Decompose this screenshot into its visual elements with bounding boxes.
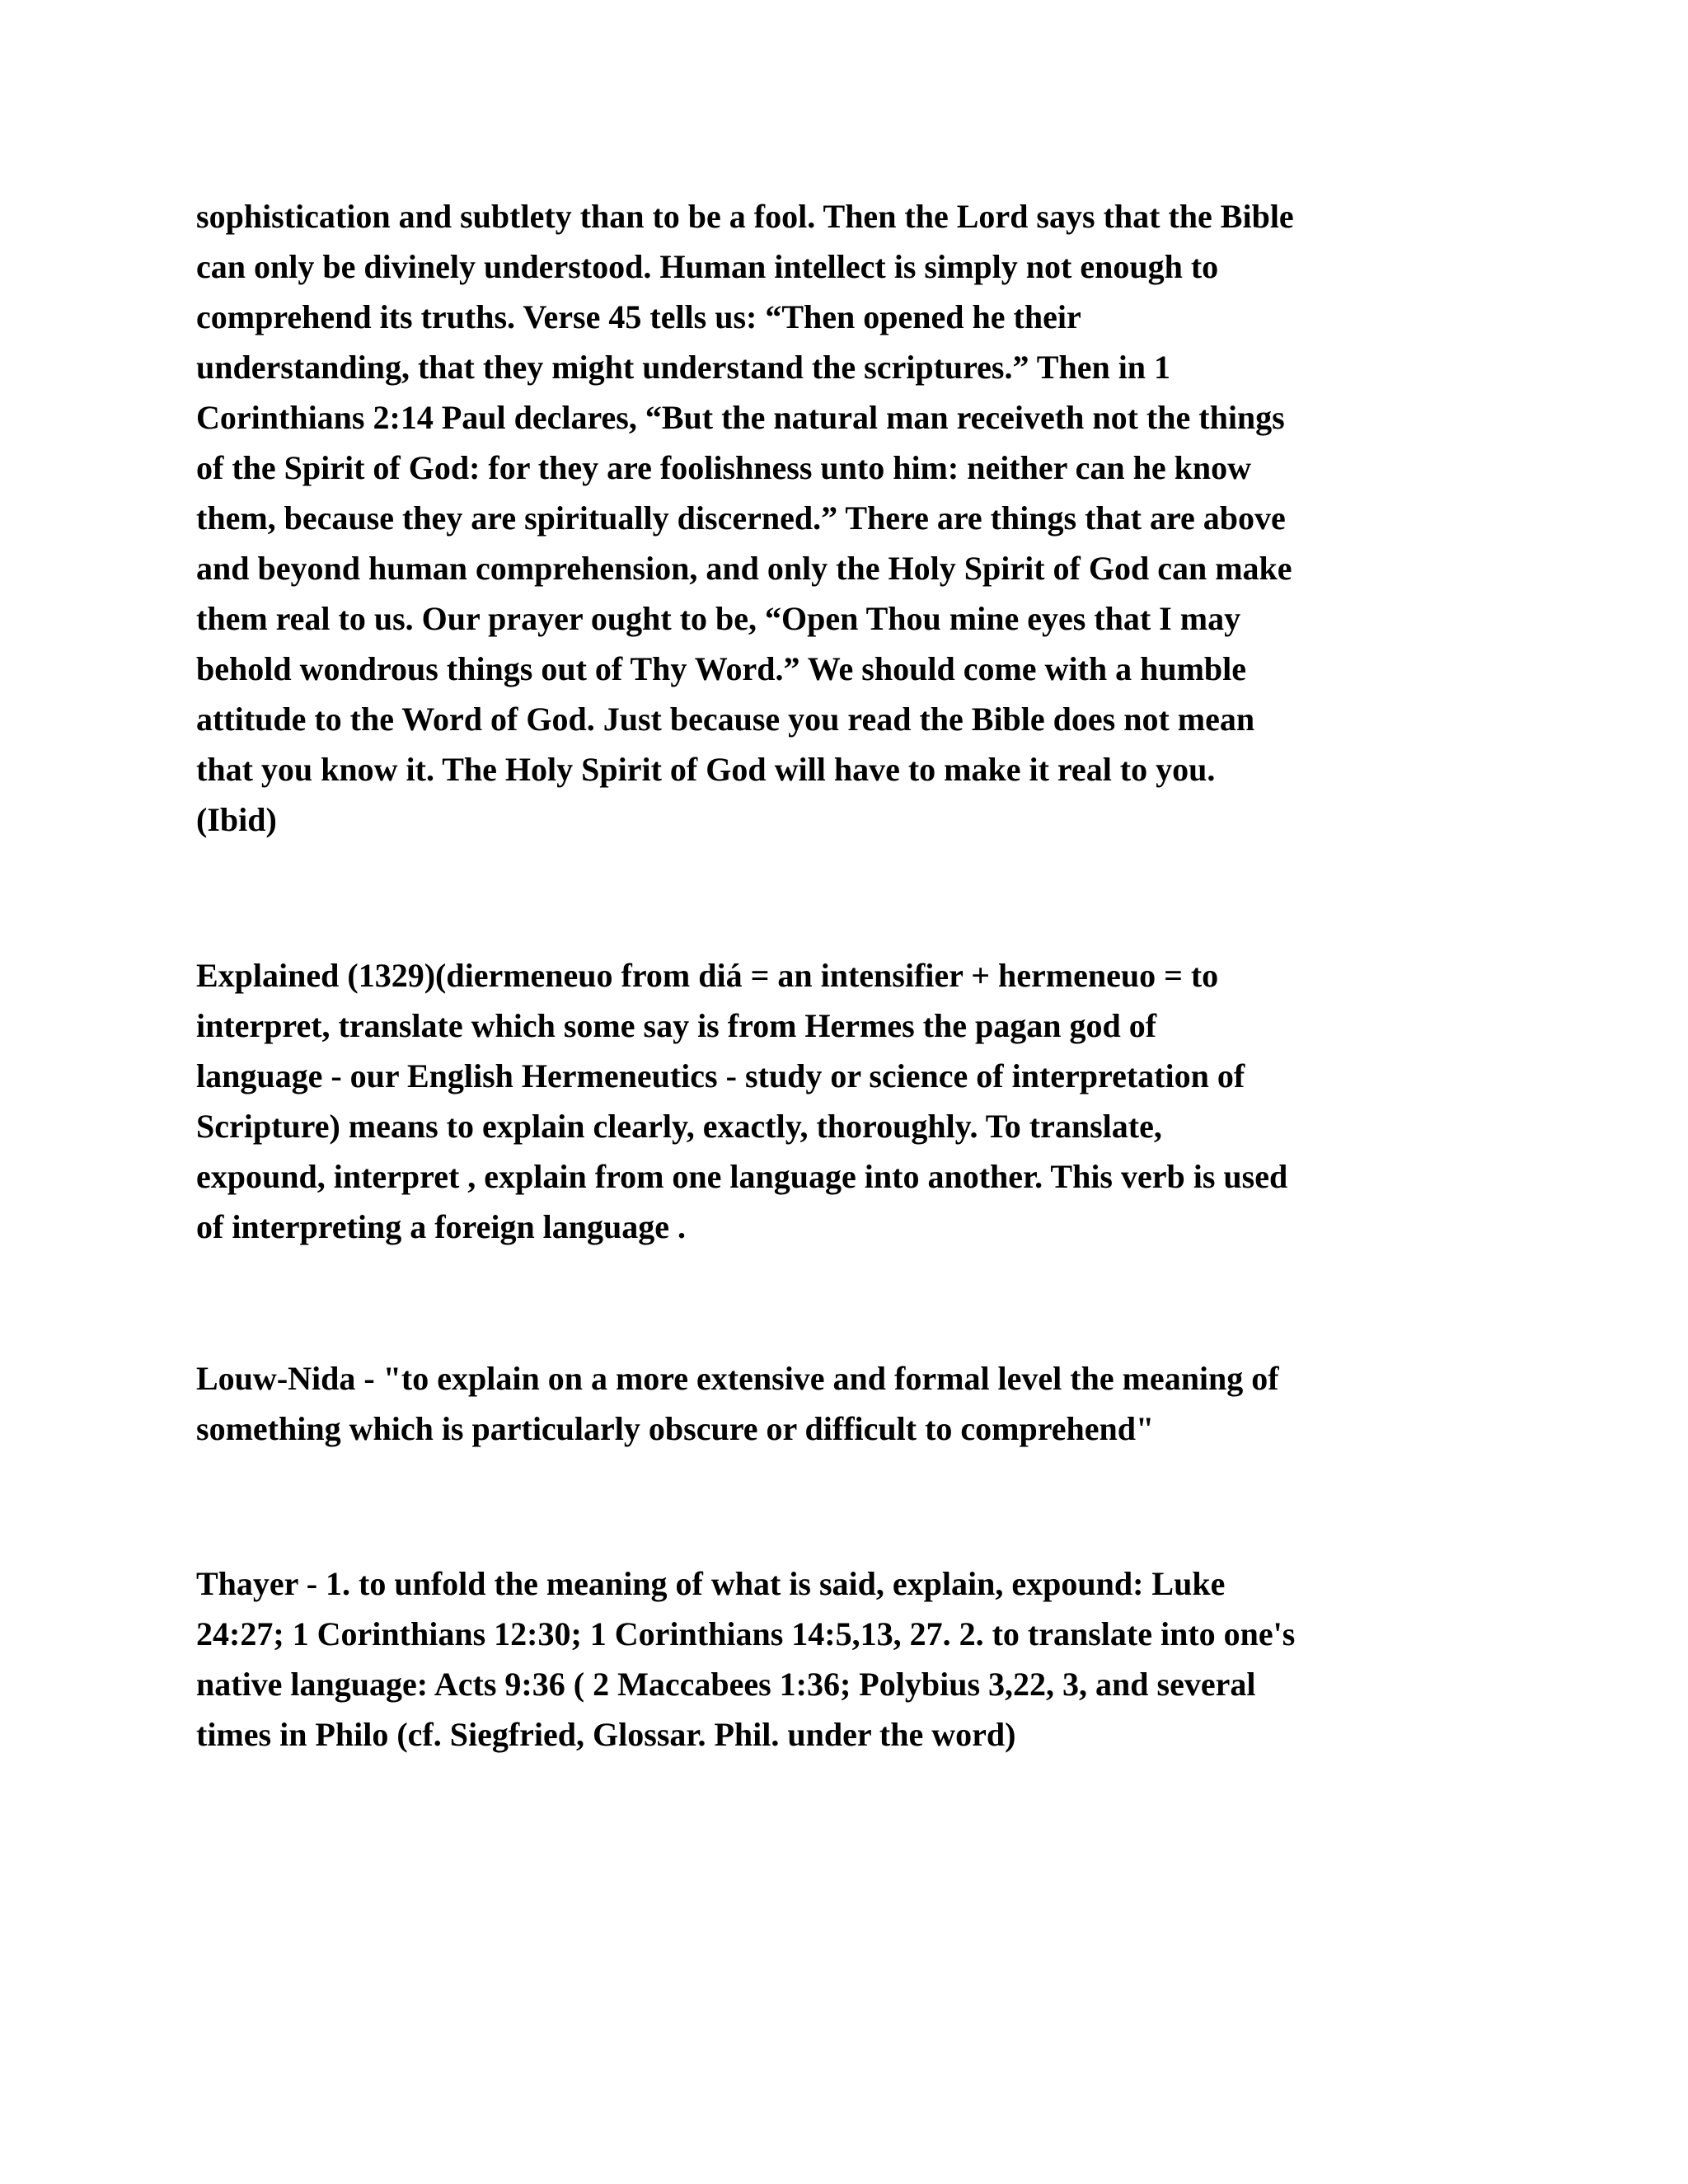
text-line: comprehend its truths. Verse 45 tells us: “Then opened he their <box>196 298 1081 335</box>
text-line: of the Spirit of God: for they are foolishness unto him: neither can he know <box>196 449 1252 486</box>
text-line: of interpreting a foreign language . <box>196 1208 687 1245</box>
text-line: them real to us. Our prayer ought to be, “Open Thou mine eyes that I may <box>196 600 1241 637</box>
text-line: language - our English Hermeneutics - study or science of interpretation of <box>196 1057 1245 1094</box>
paragraph-commentary <box>196 191 1482 845</box>
text-line: something which is particularly obscure or difficult to comprehend" <box>196 1410 1155 1447</box>
text-line: and beyond human comprehension, and only the Holy Spirit of God can make <box>196 550 1292 587</box>
paragraph-thayer <box>196 1558 1482 1760</box>
text-line: that you know it. The Holy Spirit of God will have to make it real to you. <box>196 751 1216 788</box>
text-line: Explained (1329)(diermeneuo from diá = an intensifier + hermeneuo = to <box>196 957 1219 994</box>
text-line: interpret, translate which some say is from Hermes the pagan god of <box>196 1007 1157 1044</box>
text-line: (Ibid) <box>196 801 277 838</box>
text-line: them, because they are spiritually discerned.” There are things that are above <box>196 499 1286 537</box>
text-line: attitude to the Word of God. Just because you read the Bible does not mean <box>196 701 1255 738</box>
text-line: expound, interpret , explain from one language into another. This verb is used <box>196 1158 1288 1195</box>
text-line: 24:27; 1 Corinthians 12:30; 1 Corinthians 14:5,13, 27. 2. to translate into one's <box>196 1615 1296 1652</box>
text-line: can only be divinely understood. Human intellect is simply not enough to <box>196 248 1219 285</box>
paragraph-explained-definition <box>196 950 1482 1252</box>
text-line: behold wondrous things out of Thy Word.” We should come with a humble <box>196 650 1247 687</box>
text-line: Scripture) means to explain clearly, exactly, thoroughly. To translate, <box>196 1108 1162 1145</box>
text-line: understanding, that they might understand the scriptures.” Then in 1 <box>196 349 1171 386</box>
text-line: Thayer - 1. to unfold the meaning of what is said, explain, expound: Luke <box>196 1565 1226 1602</box>
text-line: native language: Acts 9:36 ( 2 Maccabees 1:36; Polybius 3,22, 3, and several <box>196 1666 1256 1703</box>
text-line: times in Philo (cf. Siegfried, Glossar. Phil. under the word) <box>196 1716 1016 1753</box>
text-line: Louw-Nida - "to explain on a more extensive and formal level the meaning of <box>196 1360 1279 1397</box>
text-line: Corinthians 2:14 Paul declares, “But the natural man receiveth not the things <box>196 399 1285 436</box>
text-line: sophistication and subtlety than to be a fool. Then the Lord says that the Bible <box>196 198 1294 235</box>
paragraph-louw-nida <box>196 1353 1482 1454</box>
